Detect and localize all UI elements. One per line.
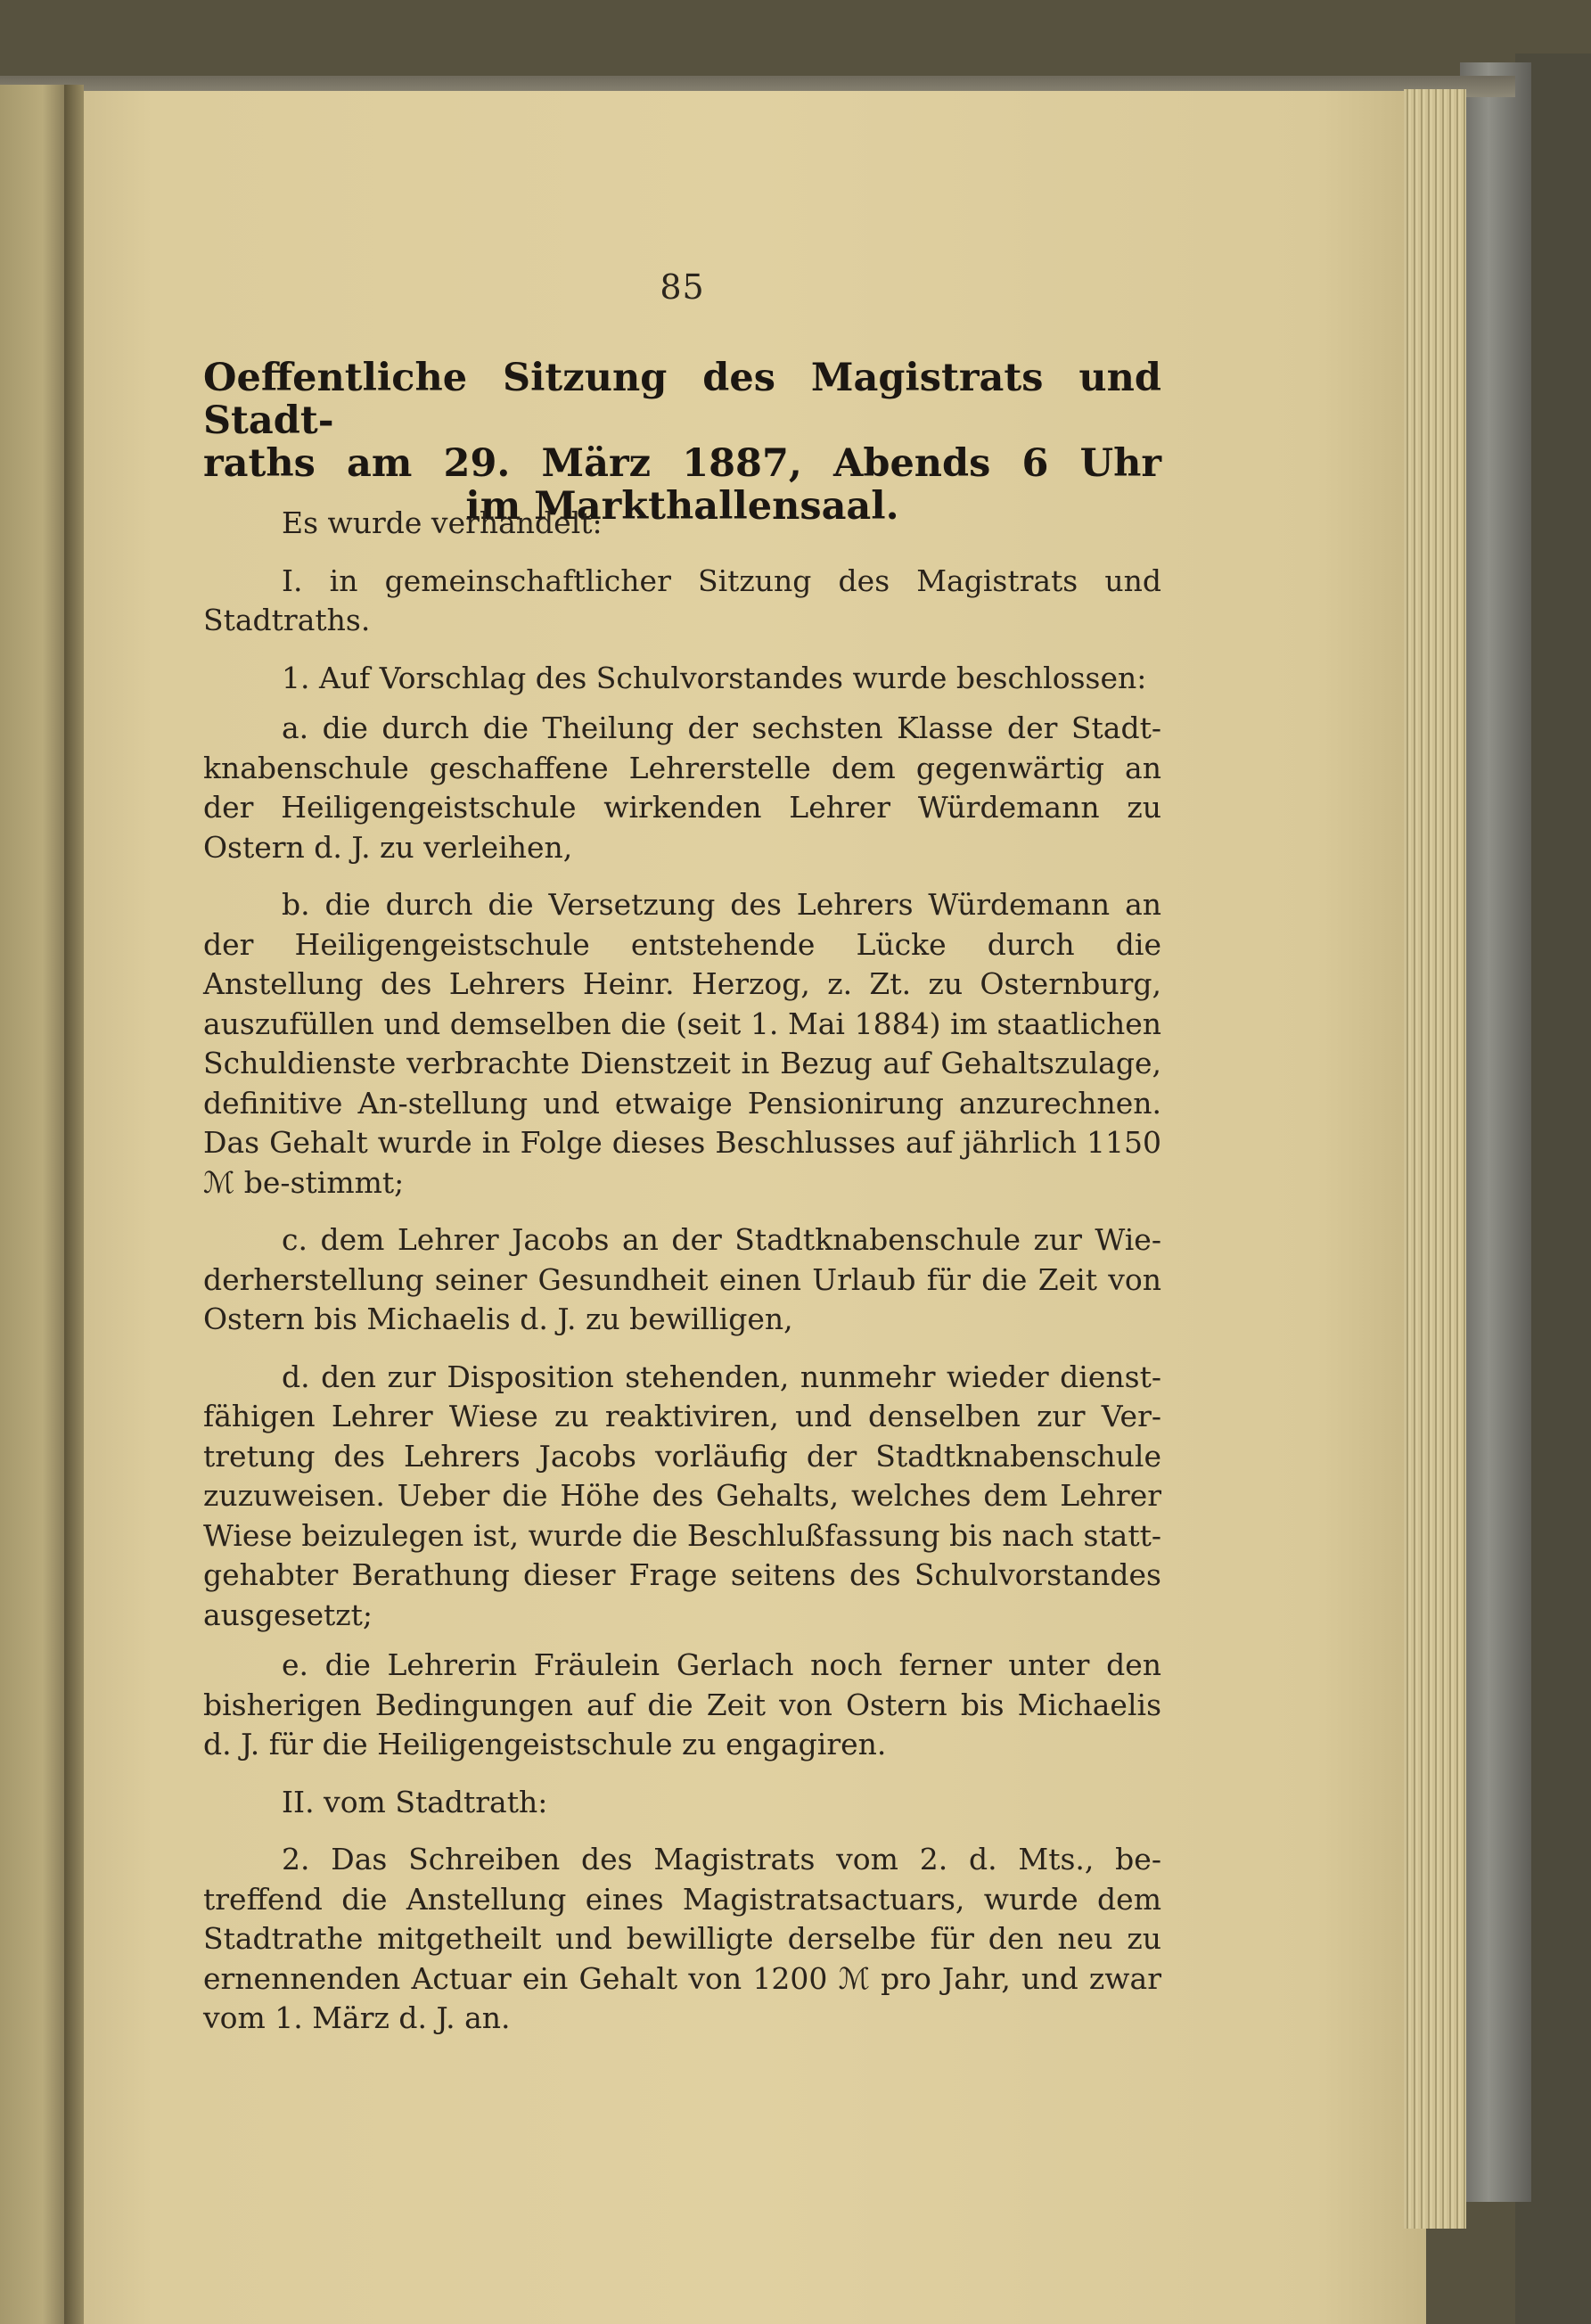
document-body [203, 504, 1161, 2039]
heading-line-3: im Markthallensaal. [465, 484, 899, 529]
item-1-d: d. den zur Disposition stehenden, nunmehr wieder dienst-fähigen Lehrer Wiese zu reaktiviren, und denselben zur Ver-tretung des Lehrers Jacobs vorläufig der Stadtknabenschule zuzuweisen. Ueber die Höhe des Gehalts, welches dem Lehrer Wiese beizulegen ist, wurde die Beschlußfassung bis nach statt-gehabter Berathung dieser Frage seitens des Schulvorstandes ausgesetzt; [203, 1359, 1161, 1632]
heading-line-2: raths am 29. März 1887, Abends 6 Uhr [203, 441, 1161, 486]
page-stack-edges [1404, 89, 1466, 2229]
intro-line: Es wurde verhandelt: [282, 505, 603, 540]
item-1-e: e. die Lehrerin Fräulein Gerlach noch ferner unter den bisherigen Bedingungen auf die Zeit von Ostern bis Michaelis d. J. für die Heiligengeistschule zu engagiren. [203, 1647, 1161, 1761]
session-heading [203, 357, 1161, 528]
item-2: 2. Das Schreiben des Magistrats vom 2. d. Mts., be-treffend die Anstellung eines Magistratsactuars, wurde dem Stadtrathe mitgetheilt und bewilligte derselbe für den neu zu ernennenden Actuar ein Gehalt von 1200 ℳ pro Jahr, und zwar vom 1. März d. J. an. [203, 1842, 1161, 2035]
section-2-title: II. vom Stadtrath: [282, 1784, 548, 1819]
book-cover-edge [1460, 62, 1531, 2202]
item-1-b: b. die durch die Versetzung des Lehrers Würdemann an der Heiligengeistschule entstehende Lücke durch die Anstellung des Lehrers Heinr. Herzog, z. Zt. zu Osternburg, auszufüllen und demselben die (seit 1. Mai 1884) im staatlichen Schuldienste verbrachte Dienstzeit in Bezug auf Gehaltszulage, definitive An-stellung und etwaige Pensionirung anzurechnen. Das Gehalt wurde in Folge dieses Beschlusses auf jährlich 1150 ℳ be-stimmt; [203, 887, 1161, 1200]
page-number: 85 [660, 267, 705, 307]
facing-page-edge [0, 85, 71, 2324]
book-gutter [64, 85, 84, 2324]
item-1: 1. Auf Vorschlag des Schulvorstandes wurde beschlossen: [282, 660, 1147, 695]
item-1-c: c. dem Lehrer Jacobs an der Stadtknabenschule zur Wie-derherstellung seiner Gesundheit einen Urlaub für die Zeit von Ostern bis Michaelis d. J. zu bewilligen, [203, 1222, 1161, 1336]
heading-line-1: Oeffentliche Sitzung des Magistrats und Stadt- [203, 356, 1161, 443]
section-1-title: I. in gemeinschaftlicher Sitzung des Magistrats und Stadtraths. [203, 563, 1161, 637]
item-1-a: a. die durch die Theilung der sechsten Klasse der Stadt-knabenschule geschaffene Lehrerstelle dem gegenwärtig an der Heiligengeistschule wirkenden Lehrer Würdemann zu Ostern d. J. zu verleihen, [203, 710, 1161, 865]
